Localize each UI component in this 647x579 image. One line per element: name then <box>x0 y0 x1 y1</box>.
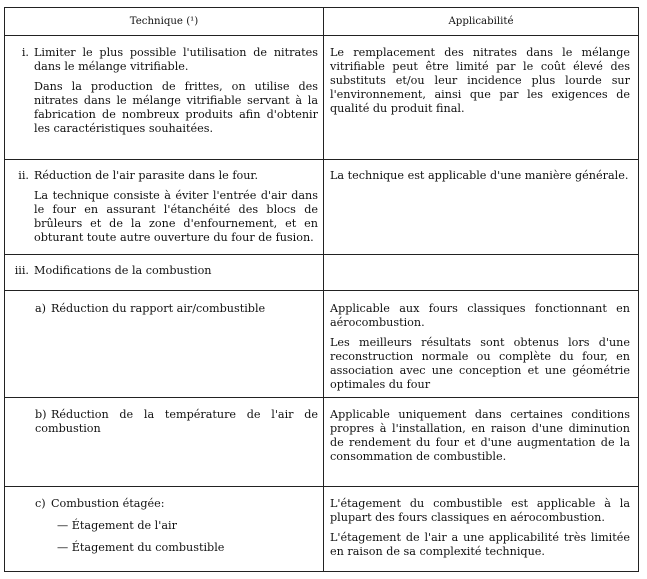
applicability-column-header: Applicabilité <box>324 8 639 36</box>
technique-title: i. Limiter le plus possible l'utilisation de nitrates dans le mélange vitrifiable. <box>15 46 318 74</box>
technique-cell <box>5 36 324 160</box>
technique-cell <box>5 487 324 572</box>
technique-cell <box>5 398 324 487</box>
table-row <box>5 36 639 160</box>
table-row <box>5 398 639 487</box>
table-header-row <box>5 8 639 36</box>
applicability-text: Applicable aux fours classiques fonctionnant en aérocombustion. <box>330 302 630 329</box>
applicability-text: Les meilleurs résultats sont obtenus lors d'une reconstruction normale ou complète du four, en association avec une conception et une géométrie optimales du four <box>330 336 630 391</box>
row-number: iii. <box>14 264 29 277</box>
technique-cell <box>5 291 324 398</box>
row-letter: b) <box>35 408 47 421</box>
technique-title: c) Combustion étagée: <box>35 497 165 510</box>
list-item: — Étagement de l'air <box>57 519 177 532</box>
applicability-text: L'étagement de l'air a une applicabilité très limitée en raison de sa complexité technique. <box>330 531 630 558</box>
table-row <box>5 291 639 398</box>
applicability-cell <box>324 398 639 487</box>
applicability-text: L'étagement du combustible est applicable à la plupart des fours classiques en aérocombustion. <box>330 497 630 524</box>
technique-title: a) Réduction du rapport air/combustible <box>35 302 266 315</box>
technique-title: ii. Réduction de l'air parasite dans le four. <box>15 169 318 183</box>
technique-title: b) Réduction de la température de l'air de combustion <box>35 408 318 435</box>
table-row <box>5 160 639 255</box>
technique-column-header: Technique (¹) <box>5 8 324 36</box>
row-letter: a) <box>35 302 47 315</box>
row-number: i. <box>21 46 29 59</box>
applicability-cell <box>324 160 639 255</box>
applicability-cell <box>324 487 639 572</box>
row-number: ii. <box>18 169 29 182</box>
row-letter: c) <box>35 497 46 510</box>
technique-detail: La technique consiste à éviter l'entrée d'air dans le four en assurant l'étanchéité des blocs de brûleurs et de la zone d'enfournement, et en obturant toute autre ouverture du four de fusion. <box>34 189 318 244</box>
applicability-text: La technique est applicable d'une manière générale. <box>330 169 629 182</box>
table-row <box>5 255 639 291</box>
technique-title: iii. Modifications de la combustion <box>14 264 212 277</box>
table-row <box>5 487 639 572</box>
applicability-cell <box>324 291 639 398</box>
technique-cell <box>5 160 324 255</box>
technique-cell <box>5 255 324 291</box>
techniques-table <box>4 7 639 572</box>
applicability-text: Applicable uniquement dans certaines conditions propres à l'installation, en raison d'une diminution de rendement du four et d'une augmentation de la consommation de combustible. <box>330 408 630 463</box>
applicability-text: Le remplacement des nitrates dans le mélange vitrifiable peut être limité par le coût élevé des substituts et/ou leur incidence plus lourde sur l'environnement, ainsi que par les exigences de qualité du produit final. <box>330 46 630 115</box>
applicability-cell <box>324 36 639 160</box>
list-item: — Étagement du combustible <box>57 541 225 554</box>
technique-detail: Dans la production de frittes, on utilise des nitrates dans le mélange vitrifiable servant à la fabrication de nombreux produits afin d'obtenir les caractéristiques souhaitées. <box>34 80 318 135</box>
applicability-cell <box>324 255 639 291</box>
